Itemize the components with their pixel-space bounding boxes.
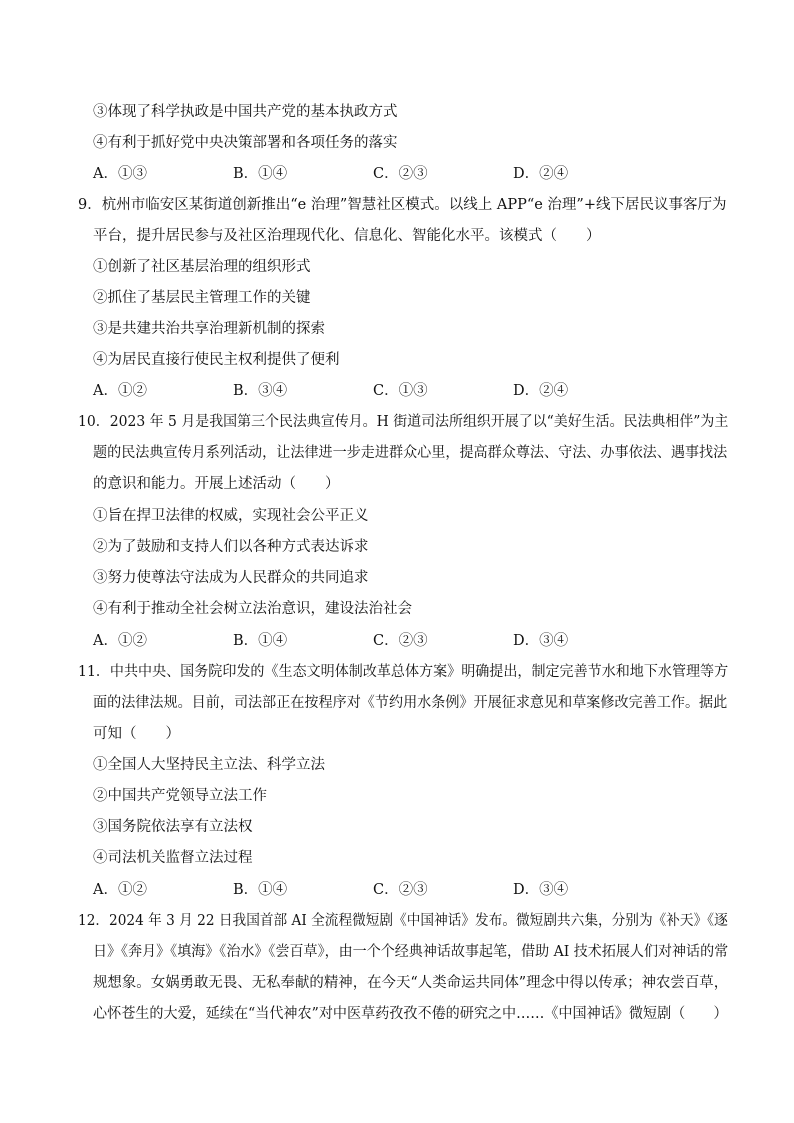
q10-option-3: ③努力使尊法守法成为人民群众的共同追求 [93, 570, 369, 586]
q10-choices [93, 631, 653, 651]
q9-option-2: ②抓住了基层民主管理工作的关键 [93, 290, 311, 306]
q8-option-4: ④有利于抓好党中央决策部署和各项任务的落实 [93, 135, 398, 151]
q11-choices [93, 880, 653, 900]
q9-option-3: ③是共建共治共享治理新机制的探索 [93, 321, 325, 337]
q10-choice-d: D．③④ [513, 633, 569, 649]
q9-choice-d: D．②④ [513, 383, 569, 399]
q11-choice-b: B．①④ [233, 882, 288, 898]
q8-choice-a: A．①③ [93, 166, 147, 182]
q8-choice-b: B．①④ [233, 166, 288, 182]
q9-choices [93, 381, 653, 401]
q8-choice-c: C．②③ [373, 166, 428, 182]
q9-option-1: ①创新了社区基层治理的组织形式 [93, 259, 311, 275]
q10-option-1: ①旨在捍卫法律的权威，实现社会公平正义 [93, 508, 369, 524]
q11-option-3: ③国务院依法享有立法权 [93, 819, 253, 835]
q11-option-2: ②中国共产党领导立法工作 [93, 788, 267, 804]
q10-stem-line-1: 10．2023 年 5 月是我国第三个民法典宣传月。H 街道司法所组织开展了以“美好生活。民法典相伴”为主 [78, 414, 729, 430]
q11-choice-c: C．②③ [373, 882, 428, 898]
q11-option-4: ④司法机关监督立法过程 [93, 850, 253, 866]
q8-option-3: ③体现了科学执政是中国共产党的基本执政方式 [93, 104, 398, 120]
q11-choice-d: D．③④ [513, 882, 569, 898]
q10-stem-line-3: 的意识和能力。开展上述活动（ ） [93, 476, 340, 492]
q11-stem-line-3: 可知（ ） [93, 726, 180, 742]
q12-stem-line-4: 心怀苍生的大爱，延续在“当代神农”对中医草药孜孜不倦的研究之中……《中国神话》微短剧（ ） [93, 1006, 728, 1022]
q11-option-1: ①全国人大坚持民主立法、科学立法 [93, 757, 325, 773]
q9-stem-line-1: 9．杭州市临安区某街道创新推出“e 治理”智慧社区模式。以线上 APP“e 治理”+线下居民议事客厅为 [78, 197, 727, 213]
q9-choice-c: C．①③ [373, 383, 428, 399]
q12-stem-line-1: 12．2024 年 3 月 22 日我国首部 AI 全流程微短剧《中国神话》发布。微短剧共六集，分别为《补天》《逐 [78, 913, 728, 929]
q11-choice-a: A．①② [93, 882, 147, 898]
q9-option-4: ④为居民直接行使民主权利提供了便利 [93, 352, 340, 368]
q10-option-4: ④有利于推动全社会树立法治意识，建设法治社会 [93, 601, 412, 617]
q9-stem-line-2: 平台，提升居民参与及社区治理现代化、信息化、智能化水平。该模式（ ） [93, 228, 601, 244]
q9-choice-a: A．①② [93, 383, 147, 399]
q11-stem-line-2: 面的法律法规。目前，司法部正在按程序对《节约用水条例》开展征求意见和草案修改完善工作。据此 [93, 695, 728, 711]
q8-choices [93, 164, 653, 184]
q12-stem-line-3: 规想象。女娲勇敢无畏、无私奉献的精神，在今天“人类命运共同体”理念中得以传承；神农尝百草， [93, 975, 729, 991]
q10-choice-c: C．②③ [373, 633, 428, 649]
q9-choice-b: B．③④ [233, 383, 288, 399]
q11-stem-line-1: 11．中共中央、国务院印发的《生态文明体制改革总体方案》明确提出，制定完善节水和地下水管理等方 [78, 664, 729, 680]
q12-stem-line-2: 日》《奔月》《填海》《治水》《尝百草》，由一个个经典神话故事起笔，借助 AI 技术拓展人们对神话的常 [93, 944, 729, 960]
q10-option-2: ②为了鼓励和支持人们以各种方式表达诉求 [93, 539, 369, 555]
q8-choice-d: D．②④ [513, 166, 569, 182]
q10-stem-line-2: 题的民法典宣传月系列活动，让法律进一步走进群众心里，提高群众尊法、守法、办事依法、遇事找法 [93, 445, 728, 461]
q10-choice-b: B．①④ [233, 633, 288, 649]
q10-choice-a: A．①② [93, 633, 147, 649]
